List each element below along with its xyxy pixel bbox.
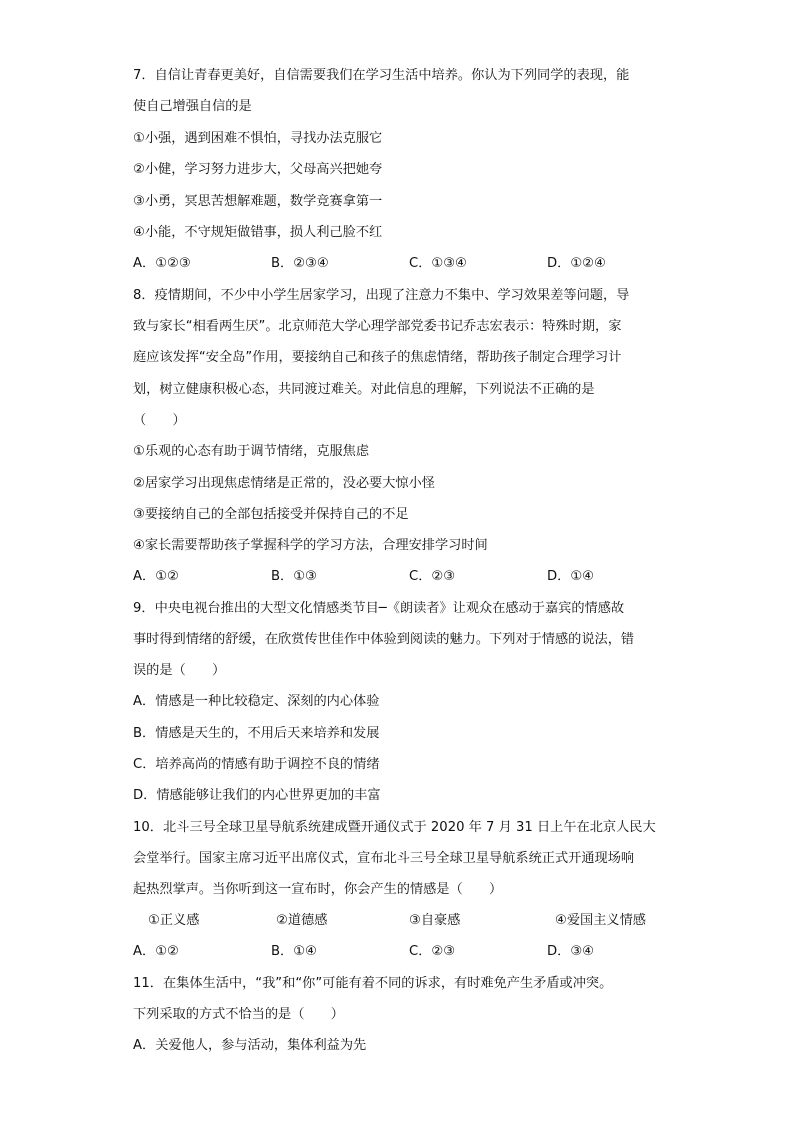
q7-option-d: D．①②④ [547, 256, 606, 271]
q8-option-a: A．①② [133, 569, 179, 584]
q10-stem-line-2: 会堂举行。国家主席习近平出席仪式，宣布北斗三号全球卫星导航系统正式开通现场响 [133, 851, 635, 866]
q7-stem-line-2: 使自己增强自信的是 [133, 99, 252, 114]
q10-item-4: ④爱国主义情感 [555, 913, 646, 928]
q8-stem-line-1: 8．疫情期间，不少中小学生居家学习，出现了注意力不集中、学习效果差等问题，导 [133, 288, 630, 303]
q10-option-c: C．②③ [409, 944, 456, 959]
q9-option-d: D．情感能够让我们的内心世界更加的丰富 [133, 788, 381, 803]
q10-option-a: A．①② [133, 944, 179, 959]
q7-item-3: ③小勇，冥思苦想解难题，数学竞赛拿第一 [133, 194, 383, 209]
q8-item-3: ③要接纳自己的全部包括接受并保持自己的不足 [133, 507, 409, 522]
q9-option-a: A．情感是一种比较稳定、深刻的内心体验 [133, 694, 380, 709]
q11-stem-line-2: 下列采取的方式不恰当的是（ ） [133, 1007, 344, 1022]
q7-option-c: C．①③④ [409, 256, 467, 271]
q9-stem-line-2: 事时得到情绪的舒缓，在欣赏传世佳作中体验到阅读的魅力。下列对于情感的说法，错 [133, 632, 635, 647]
q7-option-b: B．②③④ [271, 256, 329, 271]
q8-option-b: B．①③ [271, 569, 317, 584]
q7-option-a: A．①②③ [133, 256, 191, 271]
q9-option-c: C．培养高尚的情感有助于调控不良的情绪 [133, 757, 380, 772]
q10-option-b: B．①④ [271, 944, 317, 959]
q7-stem-line-1: 7．自信让青春更美好，自信需要我们在学习生活中培养。你认为下列同学的表现，能 [133, 68, 630, 83]
q10-item-1: ①正义感 [148, 913, 200, 928]
q11-option-a: A．关爱他人，参与活动，集体利益为先 [133, 1038, 367, 1053]
q8-item-2: ②居家学习出现焦虑情绪是正常的，没必要大惊小怪 [133, 476, 435, 491]
q7-item-2: ②小健，学习努力进步大，父母高兴把她夸 [133, 162, 383, 177]
q8-stem-line-4: 划，树立健康积极心态，共同渡过难关。对此信息的理解，下列说法不正确的是 [133, 382, 595, 397]
q8-option-c: C．②③ [409, 569, 456, 584]
q8-stem-line-2: 致与家长“相看两生厌”。北京师范大学心理学部党委书记乔志宏表示：特殊时期，家 [133, 319, 622, 334]
q8-item-1: ①乐观的心态有助于调节情绪，克服焦虑 [133, 444, 370, 459]
q10-item-2: ②道德感 [276, 913, 328, 928]
q8-option-d: D．①④ [547, 569, 594, 584]
q7-item-1: ①小强，遇到困难不惧怕，寻找办法克服它 [133, 131, 383, 146]
q10-stem-line-1: 10．北斗三号全球卫星导航系统建成暨开通仪式于 2020 年 7 月 31 日上午在北京人民大 [133, 820, 656, 835]
q7-item-4: ④小能，不守规矩做错事，损人利己脸不红 [133, 225, 383, 240]
q8-item-4: ④家长需要帮助孩子掌握科学的学习方法，合理安排学习时间 [133, 538, 488, 553]
q9-option-b: B．情感是天生的，不用后天来培养和发展 [133, 726, 380, 741]
q10-item-3: ③自豪感 [409, 913, 461, 928]
q8-stem-line-3: 庭应该发挥“安全岛”作用，要接纳自己和孩子的焦虑情绪，帮助孩子制定合理学习计 [133, 350, 622, 365]
q9-stem-line-3: 误的是（ ） [133, 663, 226, 678]
q9-stem-line-1: 9．中央电视台推出的大型文化情感类节目─《朗读者》让观众在感动于嘉宾的情感故 [133, 601, 625, 616]
q10-option-d: D．③④ [547, 944, 594, 959]
q11-stem-line-1: 11．在集体生活中，“我”和“你”可能有着不同的诉求，有时难免产生矛盾或冲突。 [133, 976, 613, 991]
q10-stem-line-3: 起热烈掌声。当你听到这一宣布时，你会产生的情感是（ ） [133, 882, 503, 897]
q8-stem-line-5: （ ） [133, 413, 186, 428]
